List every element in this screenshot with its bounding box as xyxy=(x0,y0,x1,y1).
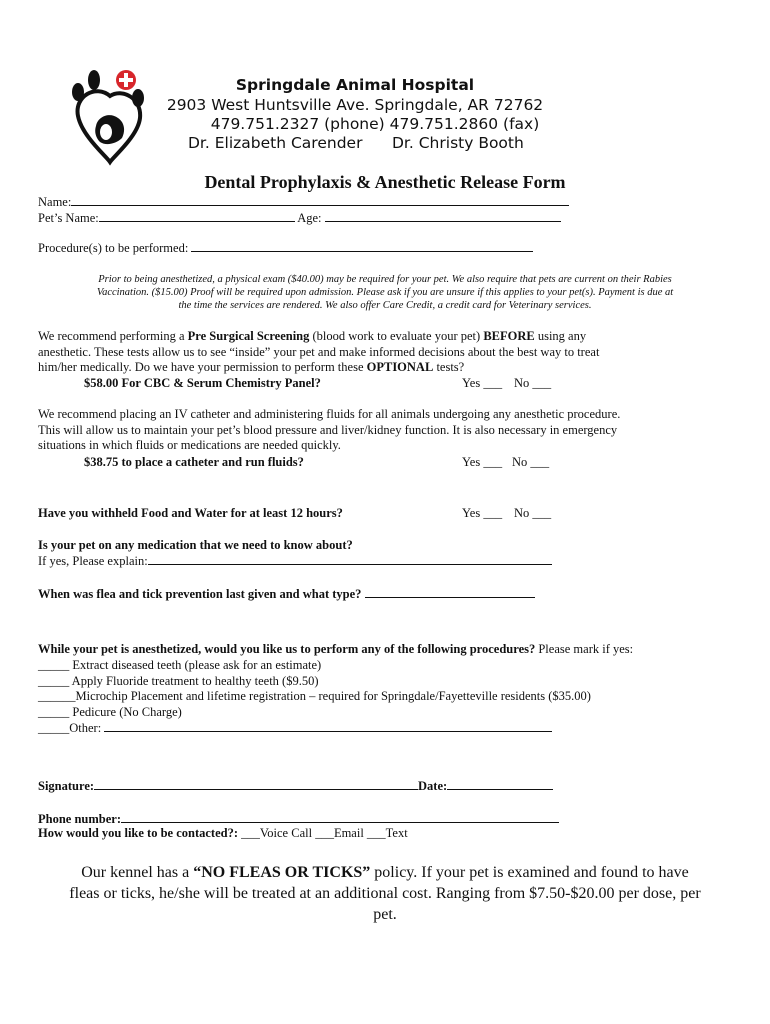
policy-text-2: policy. If your pet is examined and found to have xyxy=(370,864,689,881)
procedure-microchip[interactable]: ______Microchip Placement and lifetime registration – required for Springdale/Fayetteville residents ($35.00) xyxy=(38,689,591,703)
policy-text: Our kennel has a xyxy=(81,864,194,881)
exam-notice-line-3: the time the services are rendered. We also offer Care Credit, a credit card for Veterinary services. xyxy=(178,300,592,311)
age-label: Age: xyxy=(297,211,322,225)
doctor-2: Dr. Christy Booth xyxy=(392,134,524,152)
procedure-fluoride[interactable]: _____ Apply Fluoride treatment to healthy teeth ($9.50) xyxy=(38,673,319,688)
phone-line[interactable] xyxy=(121,811,559,823)
name-field[interactable] xyxy=(38,194,569,211)
exam-notice xyxy=(34,273,736,312)
pets-name-field[interactable] xyxy=(38,210,561,227)
procedure-extract[interactable]: _____ Extract diseased teeth (please ask for an estimate) xyxy=(38,658,322,672)
medication-explain-label: If yes, Please explain: xyxy=(38,554,148,568)
procedures-label: Procedure(s) to be performed: xyxy=(38,241,189,255)
iv-line-3: situations in which fluids or medications are needed quickly. xyxy=(38,438,341,452)
flea-field[interactable] xyxy=(38,586,535,603)
pets-name-line[interactable] xyxy=(99,210,295,222)
procedures-instruction: Please mark if yes: xyxy=(535,642,634,656)
date-label: Date: xyxy=(418,779,448,793)
name-label: Name: xyxy=(38,195,72,209)
kennel-policy xyxy=(30,862,740,925)
procedure-other-label: _____Other: xyxy=(38,721,102,735)
name-line[interactable] xyxy=(71,194,569,206)
screening-price: $58.00 For CBC & Serum Chemistry Panel? xyxy=(84,376,321,390)
exam-notice-line-1: Prior to being anesthetized, a physical exam ($40.00) may be required for your pet. We also require that pets are current on their Rabies xyxy=(98,274,672,285)
contact-options[interactable]: ___Voice Call ___Email ___Text xyxy=(241,826,408,840)
screening-text-2: (blood work to evaluate your pet) xyxy=(309,329,484,343)
food-no[interactable]: No ___ xyxy=(514,506,552,520)
medication-explain-line[interactable] xyxy=(148,553,552,565)
screening-text: We recommend performing a xyxy=(38,329,188,343)
hospital-address: 2903 West Huntsville Ave. Springdale, AR 72762 xyxy=(166,96,544,114)
pets-name-label: Pet’s Name: xyxy=(38,211,99,225)
signature-field[interactable] xyxy=(38,778,553,795)
flea-line[interactable] xyxy=(365,586,535,598)
policy-bold: “NO FLEAS OR TICKS” xyxy=(193,864,371,881)
food-yes[interactable]: Yes ___ xyxy=(462,506,503,520)
exam-notice-line-2: Vaccination. ($15.00) Proof will be required upon admission. Please ask if you are unsure if this applies to your pet(s). Payment is due at xyxy=(96,287,674,298)
hospital-phone-fax: 479.751.2327 (phone) 479.751.2860 (fax) xyxy=(210,115,540,133)
procedures-question-text: While your pet is anesthetized, would you like us to perform any of the following procedures? xyxy=(38,642,536,656)
procedures-list xyxy=(38,658,738,737)
age-line[interactable] xyxy=(325,210,561,222)
procedures-field[interactable] xyxy=(38,240,533,257)
hospital-name: Springdale Animal Hospital xyxy=(235,76,475,94)
iv-line-1: We recommend placing an IV catheter and administering fluids for all animals undergoing any anesthetic procedure. xyxy=(38,407,621,421)
procedure-pedicure[interactable]: _____ Pedicure (No Charge) xyxy=(38,704,182,719)
screening-before: BEFORE xyxy=(483,329,535,343)
screening-optional: OPTIONAL xyxy=(366,360,434,374)
iv-line-2: This will allow us to maintain your pet’s blood pressure and liver/kidney function. It is also necessary in emergency xyxy=(38,422,618,437)
screening-line-2: anesthetic. These tests allow us to see “inside” your pet and make informed decisions about the best way to treat xyxy=(38,344,600,359)
screening-yes[interactable]: Yes ___ xyxy=(462,376,503,390)
screening-no[interactable]: No ___ xyxy=(514,376,552,390)
form-title: Dental Prophylaxis & Anesthetic Release Form xyxy=(204,172,566,192)
iv-paragraph xyxy=(38,407,738,454)
procedure-other-line[interactable] xyxy=(104,720,552,732)
date-line[interactable] xyxy=(447,778,553,790)
screening-line-3: him/her medically. Do we have your permission to perform these xyxy=(38,360,367,374)
doctor-1: Dr. Elizabeth Carender xyxy=(188,134,363,152)
flea-question: When was flea and tick prevention last given and what type? xyxy=(38,587,362,601)
screening-line-3-end: tests? xyxy=(433,360,465,374)
screening-paragraph xyxy=(38,329,738,376)
signature-label: Signature: xyxy=(38,779,95,793)
phone-label: Phone number: xyxy=(38,812,121,826)
screening-bold: Pre Surgical Screening xyxy=(187,329,310,343)
policy-line-2: fleas or ticks, he/she will be treated at an additional cost. Ranging from $7.50-$20.00 per dose, per xyxy=(69,885,701,902)
procedures-line[interactable] xyxy=(191,240,533,252)
food-question: Have you withheld Food and Water for at least 12 hours? xyxy=(38,506,343,520)
medication-question: Is your pet on any medication that we need to know about? xyxy=(38,538,353,552)
contact-field xyxy=(38,826,408,842)
contact-label: How would you like to be contacted?: xyxy=(38,826,238,840)
policy-line-3: pet. xyxy=(373,906,397,923)
procedure-other[interactable] xyxy=(38,720,738,737)
iv-price: $38.75 to place a catheter and run fluids? xyxy=(84,455,304,469)
iv-no[interactable]: No ___ xyxy=(512,455,550,469)
hospital-logo xyxy=(66,66,146,166)
procedures-question xyxy=(38,642,738,658)
medication-explain-field[interactable] xyxy=(38,553,552,570)
signature-line[interactable] xyxy=(94,778,418,790)
screening-text-3: using any xyxy=(534,329,587,343)
iv-yes[interactable]: Yes ___ xyxy=(462,455,503,469)
